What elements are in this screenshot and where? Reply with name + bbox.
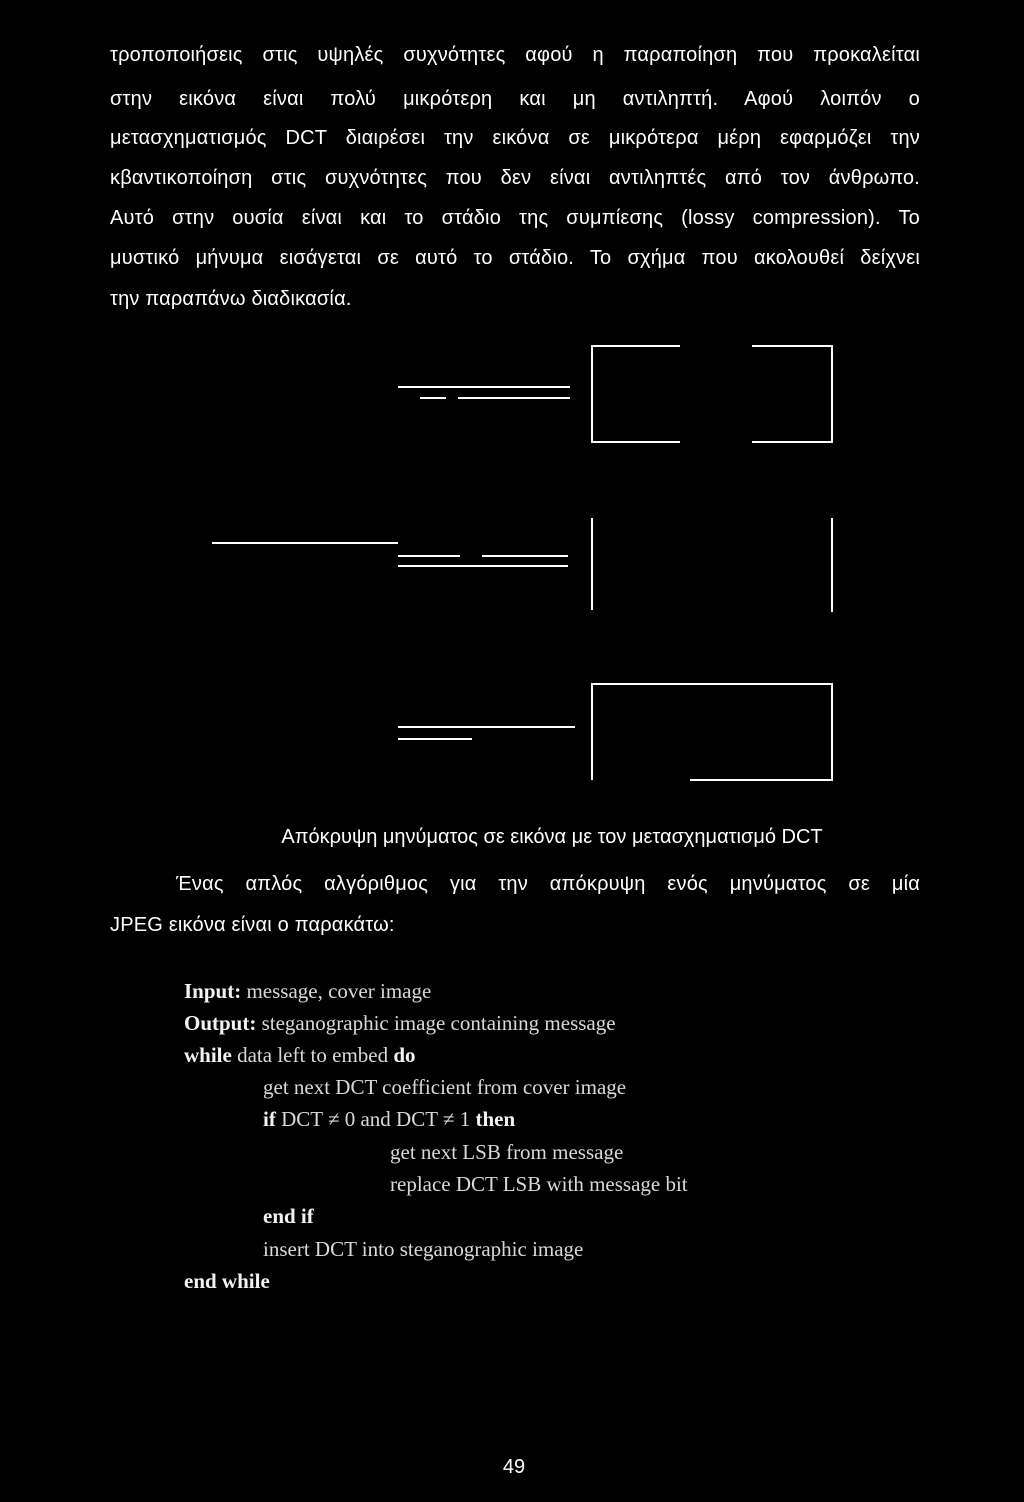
paragraph-1-line-3: μετασχηματισμός DCT διαιρέσει την εικόνα σε μικρότερα μέρη εφαρμόζει την [110,127,920,149]
paragraph-1-line-5: Αυτό στην ουσία είναι και το στάδιο της συμπίεσης (lossy compression). Το [110,207,920,229]
algorithm-if-line [263,1106,515,1132]
algorithm-while-line [184,1042,416,1068]
algorithm-input-text: message, cover image [241,979,432,1003]
algorithm-get-next-dct: get next DCT coefficient from cover image [263,1075,627,1099]
keyword-while: while [184,1043,232,1067]
keyword-do: do [393,1043,416,1067]
algorithm-if-condition: DCT ≠ 0 and DCT ≠ 1 [275,1107,476,1131]
paragraph-1-line-7: την παραπάνω διαδικασία. [110,288,352,310]
algorithm-output-text: steganographic image containing message [256,1011,616,1035]
paragraph-1-line-1: τροποποιήσεις στις υψηλές συχνότητες αφού η παραποίηση που προκαλείται [110,44,920,66]
algorithm-input-line [184,978,431,1004]
paragraph-2-line-1: Ένας απλός αλγόριθμος για την απόκρυψη ενός μηνύματος σε μία [176,873,920,895]
algorithm-insert-dct: insert DCT into steganographic image [263,1237,584,1261]
diagram-box-1-right [752,346,832,442]
keyword-then: then [475,1107,516,1131]
paragraph-1-line-4: κβαντικοποίηση στις συχνότητες που δεν είναι αντιληπτές από τον άνθρωπο. [110,167,920,189]
keyword-output: Output: [184,1011,257,1035]
paragraph-1-line-6: μυστικό μήνυμα εισάγεται σε αυτό το στάδιο. Το σχήμα που ακολουθεί δείχνει [110,247,920,269]
page-number: 49 [502,1456,526,1478]
figure-caption: Απόκρυψη μηνύματος σε εικόνα με τον μετασχηματισμό DCT [281,826,823,848]
diagram-box-3 [592,684,832,780]
keyword-if: if [263,1107,276,1131]
algorithm-end-while: end while [184,1269,270,1293]
algorithm-end-if: end if [263,1204,314,1228]
algorithm-while-text: data left to embed [231,1043,394,1067]
paragraph-1-line-2: στην εικόνα είναι πολύ μικρότερη και μη αντιληπτή. Αφού λοιπόν ο [110,88,920,110]
keyword-input: Input: [184,979,242,1003]
algorithm-output-line [184,1010,616,1036]
diagram-box-1-left [592,346,680,442]
algorithm-get-next-lsb: get next LSB from message [390,1140,624,1164]
paragraph-2-line-2: JPEG εικόνα είναι ο παρακάτω: [110,914,395,936]
algorithm-replace-lsb: replace DCT LSB with message bit [390,1172,688,1196]
